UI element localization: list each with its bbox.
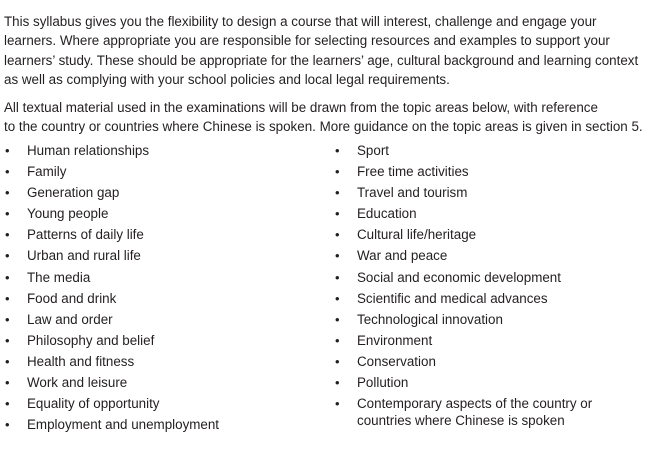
topic-label: Free time activities [357, 164, 469, 180]
topic-item [334, 374, 654, 391]
bullet-icon: • [335, 375, 340, 391]
topic-label: Generation gap [27, 185, 120, 201]
topic-item [4, 247, 324, 264]
topic-item [334, 353, 654, 370]
topic-item [334, 247, 654, 264]
topic-label: Patterns of daily life [27, 227, 144, 243]
bullet-icon: • [335, 311, 340, 327]
topic-item [334, 311, 654, 328]
topic-label: Pollution [357, 375, 409, 391]
bullet-icon: • [5, 417, 10, 433]
topic-label: Cultural life/heritage [357, 227, 477, 243]
topic-item [4, 311, 324, 328]
bullet-icon: • [335, 143, 340, 158]
topic-label: Human relationships [27, 143, 150, 158]
topic-label: Urban and rural life [27, 248, 141, 264]
topics-intro-line: to the country or countries where Chinese is spoken. More guidance on the topic areas is given in section 5. [4, 119, 643, 135]
topic-label: Education [357, 206, 417, 222]
topic-label: Conservation [357, 353, 436, 369]
topic-label: Work and leisure [27, 375, 128, 391]
topic-label-continuation: countries where Chinese is spoken [357, 413, 565, 429]
bullet-icon: • [5, 227, 10, 243]
topic-item [4, 353, 324, 370]
bullet-icon: • [335, 185, 340, 201]
bullet-icon: • [335, 290, 340, 306]
topic-item [334, 269, 654, 286]
bullet-icon: • [335, 248, 340, 264]
topic-item [4, 184, 324, 201]
topic-item [334, 205, 654, 222]
topic-item [334, 290, 654, 307]
topic-label: Health and fitness [27, 353, 135, 369]
topic-label: Social and economic development [357, 269, 561, 285]
topic-item [4, 395, 324, 412]
bullet-icon: • [5, 311, 10, 327]
topic-item [334, 332, 654, 349]
intro-line: This syllabus gives you the flexibility to design a course that will interest, challenge and engage your [4, 14, 597, 29]
bullet-icon: • [335, 227, 340, 243]
topic-item [334, 226, 654, 243]
topics-intro-paragraph [4, 98, 652, 137]
topic-label: Travel and tourism [357, 185, 468, 201]
intro-paragraph [4, 12, 652, 90]
topic-label: Food and drink [27, 290, 117, 306]
bullet-icon: • [5, 248, 10, 264]
bullet-icon: • [335, 353, 340, 369]
bullet-icon: • [5, 290, 10, 306]
bullet-icon: • [335, 269, 340, 285]
intro-line: learners’ study. These should be appropriate for the learners’ age, cultural background and learning context [4, 52, 639, 68]
bullet-icon: • [5, 206, 10, 222]
topic-label: Equality of opportunity [27, 396, 160, 412]
topic-item [334, 184, 654, 201]
bullet-icon: • [5, 396, 10, 412]
intro-line: learners. Where appropriate you are responsible for selecting resources and examples to support your [4, 33, 610, 49]
bullet-icon: • [5, 164, 10, 180]
topic-label: Employment and unemployment [27, 417, 220, 433]
topic-label: Sport [357, 143, 390, 158]
topic-item [4, 332, 324, 349]
topic-list-right [334, 142, 654, 433]
topic-item [334, 395, 654, 429]
bullet-icon: • [5, 375, 10, 391]
topic-item [4, 416, 324, 433]
bullet-icon: • [5, 185, 10, 201]
intro-line: as well as complying with your school policies and local legal requirements. [4, 72, 450, 88]
bullet-icon: • [5, 332, 10, 348]
bullet-icon: • [335, 206, 340, 222]
topic-label: Environment [357, 332, 433, 348]
topic-label: Philosophy and belief [27, 332, 155, 348]
topic-item [334, 142, 654, 159]
topic-label: War and peace [357, 248, 448, 264]
topic-label: Contemporary aspects of the country or [357, 396, 593, 412]
bullet-icon: • [335, 396, 340, 412]
bullet-icon: • [335, 332, 340, 348]
topic-label: Law and order [27, 311, 113, 327]
topic-label: The media [27, 269, 91, 285]
topic-label: Young people [27, 206, 109, 222]
topic-item [4, 205, 324, 222]
bullet-icon: • [5, 353, 10, 369]
topic-item [334, 163, 654, 180]
topic-label: Scientific and medical advances [357, 290, 548, 306]
bullet-icon: • [5, 269, 10, 285]
topic-item [4, 269, 324, 286]
topic-item [4, 163, 324, 180]
topic-label: Family [27, 164, 67, 180]
topics-intro-line: All textual material used in the examinations will be drawn from the topic areas below, with reference [4, 100, 598, 115]
bullet-icon: • [335, 164, 340, 180]
topic-list-left [4, 142, 324, 437]
bullet-icon: • [5, 143, 10, 158]
topic-item [4, 142, 324, 159]
topic-label: Technological innovation [357, 311, 503, 327]
topic-item [4, 290, 324, 307]
topic-item [4, 374, 324, 391]
topic-item [4, 226, 324, 243]
